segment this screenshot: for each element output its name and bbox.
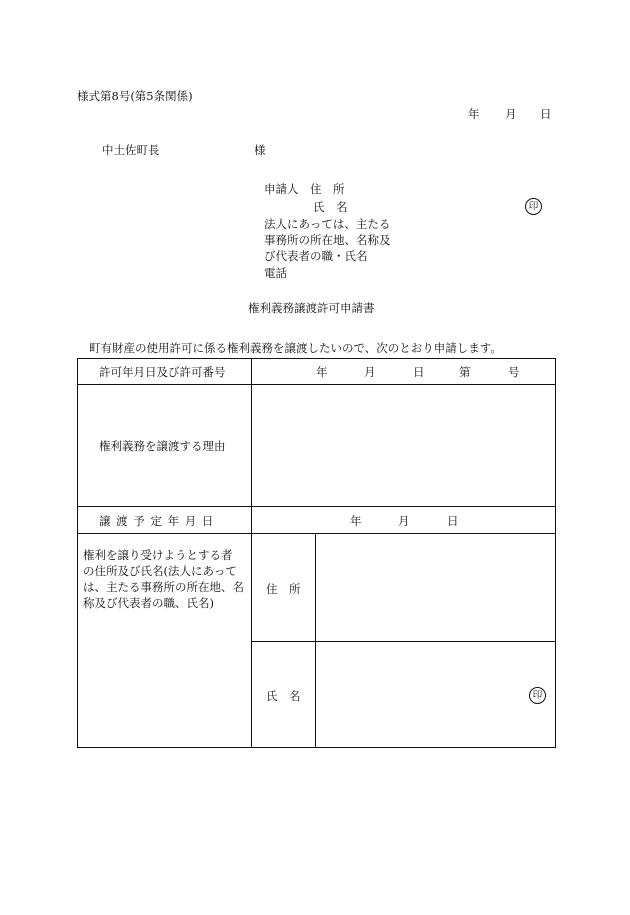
- row-divider-4: [251, 641, 556, 642]
- document-title: 権利義務譲渡許可申請書: [248, 301, 375, 315]
- col-divider-2: [315, 533, 316, 748]
- row1-no: 第: [459, 365, 471, 379]
- row1-label: 許可年月日及び許可番号: [99, 365, 226, 379]
- transferee-name-label: 氏 名: [266, 689, 301, 703]
- row-divider-3: [77, 533, 556, 534]
- date-day: 日: [540, 107, 552, 121]
- applicant-phone-label: 電話: [264, 266, 287, 280]
- date-month: 月: [505, 107, 517, 121]
- applicant-corp-note-2: 事務所の所在地、名称及: [264, 233, 391, 247]
- row4-label-line-3: は、主たる事務所の所在地、名: [83, 580, 244, 594]
- application-table: [77, 358, 556, 748]
- intro-text: 町有財産の使用許可に係る権利義務を譲渡したいので、次のとおり申請します。: [89, 341, 502, 355]
- form-number: 様式第8号(第5条関係): [77, 89, 193, 103]
- row4-label-line-4: 称及び代表者の職、氏名): [83, 596, 214, 610]
- recipient-name: 中土佐町長: [102, 143, 160, 157]
- transferee-seal-mark: 印: [529, 687, 546, 704]
- row1-day: 日: [413, 365, 425, 379]
- row3-month: 月: [398, 514, 410, 528]
- recipient-honorific: 様: [254, 143, 266, 157]
- row3-day: 日: [447, 514, 459, 528]
- table-border-right: [555, 358, 556, 748]
- row1-value-field[interactable]: [251, 385, 555, 506]
- table-border-bottom: [77, 747, 556, 748]
- row-divider-2: [77, 506, 556, 507]
- date-year: 年: [468, 107, 480, 121]
- applicant-corp-note-1: 法人にあっては、主たる: [264, 217, 391, 231]
- applicant-label: 申請人: [264, 182, 299, 196]
- transferee-address-label: 住 所: [266, 582, 301, 596]
- row1-month: 月: [364, 365, 376, 379]
- row1-go: 号: [508, 365, 520, 379]
- row1-year: 年: [316, 365, 328, 379]
- applicant-seal-mark: 印: [525, 198, 542, 215]
- row2-label: 権利義務を譲渡する理由: [99, 439, 226, 453]
- applicant-seal-icon: [525, 198, 542, 215]
- row4-label-line-1: 権利を譲り受けようとする者: [83, 548, 233, 562]
- row3-year: 年: [350, 514, 362, 528]
- table-border-top: [77, 358, 556, 359]
- transferee-seal-icon: [529, 687, 546, 704]
- table-border-left: [77, 358, 78, 748]
- applicant-address-label: 住 所: [310, 182, 345, 196]
- applicant-corp-note-3: び代表者の職・氏名: [264, 249, 368, 263]
- applicant-name-label: 氏 名: [313, 200, 348, 214]
- row4-label-line-2: の住所及び氏名(法人にあって: [83, 564, 237, 578]
- row3-label: 譲 渡 予 定 年 月 日: [99, 514, 215, 528]
